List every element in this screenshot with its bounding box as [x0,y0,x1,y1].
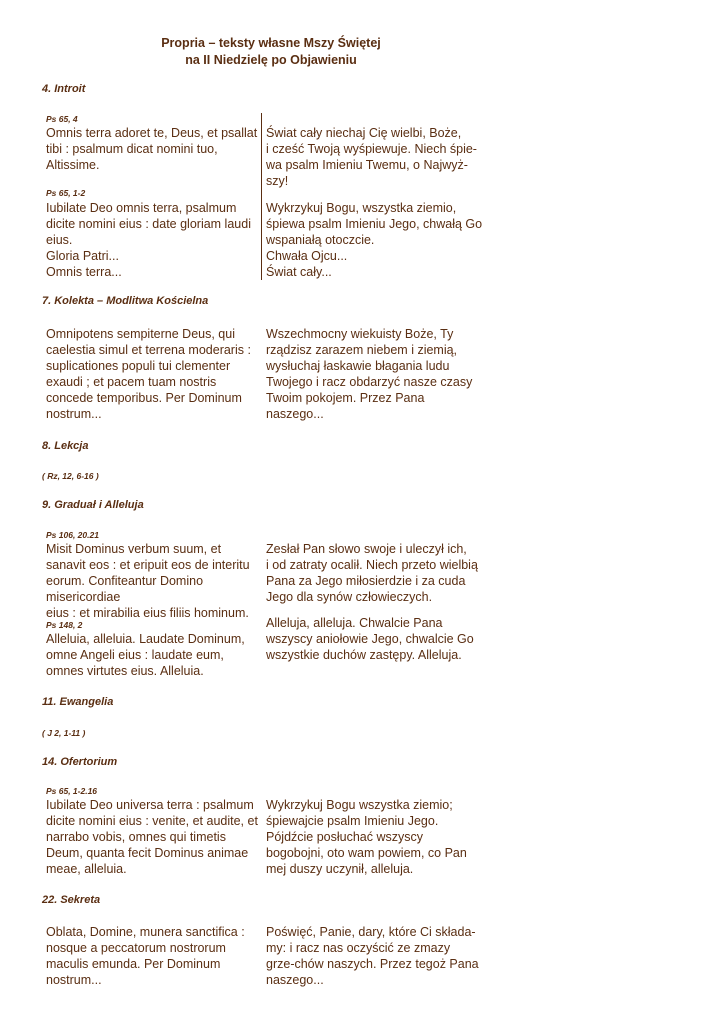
offertory-ref: Ps 65, 1-2.16 [46,786,98,796]
collect-polish [266,326,472,422]
text-line: sanavit eos : et eripuit eos de interitu [46,558,250,572]
gradual-polish2 [266,615,474,663]
text-line: Twoim pokojem. Przez Pana [266,391,425,405]
text-line: caelestia simul et terrena moderaris : [46,343,251,357]
gradual-latin2 [46,631,245,679]
text-line: tibi : psalmum dicat nomini tuo, [46,142,218,156]
lesson-ref: ( Rz, 12, 6-16 ) [42,471,99,481]
text-line: eius : et mirabilia eius filiis hominum. [46,606,249,620]
text-line: i cześć Twoją wyśpiewuje. Niech śpie- [266,142,477,156]
introit-ref2: Ps 65, 1-2 [46,188,86,198]
text-line: Wykrzykuj Bogu, wszystka ziemio, [266,201,457,215]
text-line: rządzisz zarazem niebem i ziemią, [266,343,458,357]
text-line: Omnis terra adoret te, Deus, et psallat [46,126,258,140]
gradual-ref1: Ps 106, 20.21 [46,530,99,540]
text-line: Alleluia, alleluia. Laudate Dominum, [46,632,245,646]
text-line: Zesłał Pan słowo swoje i uleczył ich, [266,542,467,556]
page-title-line1: Propria – teksty własne Mszy Świętej [161,36,381,50]
text-line: wysłuchaj łaskawie błagania ludu [266,359,450,373]
text-line: Pójdźcie posłuchać wszyscy [266,830,424,844]
offertory-latin [46,797,258,877]
text-line: Gloria Patri... [46,249,119,263]
text-line: Chwała Ojcu... [266,249,348,263]
gradual-latin1 [46,541,250,621]
introit-polish1 [266,125,477,189]
text-line: meae, alleluia. [46,862,127,876]
secret-heading: 22. Sekreta [42,894,101,906]
text-line: naszego... [266,973,324,987]
text-line: nostrum... [46,407,102,421]
collect-heading: 7. Kolekta – Modlitwa Kościelna [42,295,209,307]
secret-polish [266,924,479,988]
text-line: nosque a peccatorum nostrorum [46,941,226,955]
page-title-line2: na II Niedzielę po Objawieniu [185,53,357,67]
text-line: wspaniałą otoczcie. [266,233,375,247]
text-line: Jego dla synów człowieczych. [266,590,433,604]
text-line: Poświęć, Panie, dary, które Ci składa- [266,925,476,939]
gospel-heading: 11. Ewangelia [42,696,114,708]
text-line: Świat cały... [266,265,332,279]
introit-polish2 [266,200,482,280]
text-line: mej duszy uczynił, alleluja. [266,862,414,876]
offertory-heading: 14. Ofertorium [42,756,118,768]
text-line: Omnipotens sempiterne Deus, qui [46,327,235,341]
introit-heading: 4. Introit [42,83,86,95]
text-line: nostrum... [46,973,102,987]
text-line: naszego... [266,407,324,421]
text-line: Świat cały niechaj Cię wielbi, Boże, [266,126,462,140]
column-divider [261,113,262,280]
text-line: my: i racz nas oczyścić ze zmazy [266,941,451,955]
text-line: omnes virtutes eius. Alleluia. [46,664,204,678]
text-line: bogobojni, oto wam powiem, co Pan [266,846,467,860]
text-line: i od zatraty ocalił. Niech przeto wielbią [266,558,478,572]
gradual-heading: 9. Graduał i Alleluja [42,499,144,511]
gradual-ref2: Ps 148, 2 [46,620,83,630]
text-line: misericordiae [46,590,121,604]
introit-latin2 [46,200,251,280]
text-line: eorum. Confiteantur Domino [46,574,204,588]
text-line: Oblata, Domine, munera sanctifica : [46,925,245,939]
text-line: szy! [266,174,289,188]
text-line: wa psalm Imieniu Twemu, o Najwyż- [266,158,468,172]
gospel-ref: ( J 2, 1-11 ) [42,728,86,738]
text-line: Pana za Jego miłosierdzie i za cuda [266,574,466,588]
text-line: eius. [46,233,73,247]
text-line: Omnis terra... [46,265,122,279]
text-line: maculis emunda. Per Dominum [46,957,221,971]
text-line: śpiewajcie psalm Imieniu Jego. [266,814,439,828]
text-line: Iubilate Deo omnis terra, psalmum [46,201,237,215]
introit-ref1: Ps 65, 4 [46,114,78,124]
text-line: Wszechmocny wiekuisty Boże, Ty [266,327,454,341]
offertory-polish [266,797,467,877]
text-line: grze-chów naszych. Przez tegoż Pana [266,957,479,971]
text-line: exaudi ; et pacem tuam nostris [46,375,217,389]
text-line: śpiewa psalm Imieniu Jego, chwałą Go [266,217,483,231]
text-line: wszyscy aniołowie Jego, chwalcie Go [266,632,474,646]
text-line: Wykrzykuj Bogu wszystka ziemio; [266,798,453,812]
text-line: Alleluja, alleluja. Chwalcie Pana [266,616,443,630]
text-line: omne Angeli eius : laudate eum, [46,648,224,662]
gradual-polish1 [266,541,478,605]
lesson-heading: 8. Lekcja [42,440,89,452]
text-line: Iubilate Deo universa terra : psalmum [46,798,254,812]
text-line: Twojego i racz obdarzyć nasze czasy [266,375,473,389]
text-line: suplicationes populi tui clementer [46,359,231,373]
text-line: narrabo vobis, omnes qui timetis [46,830,226,844]
text-line: concede temporibus. Per Dominum [46,391,242,405]
text-line: Deum, quanta fecit Dominus animae [46,846,249,860]
text-line: wszystkie duchów zastępy. Alleluja. [266,648,462,662]
text-line: Altissime. [46,158,100,172]
collect-latin [46,326,251,422]
text-line: dicite nomini eius : date gloriam laudi [46,217,251,231]
text-line: Misit Dominus verbum suum, et [46,542,222,556]
introit-latin1 [46,125,257,173]
secret-latin [46,924,245,988]
text-line: dicite nomini eius : venite, et audite, et [46,814,258,828]
